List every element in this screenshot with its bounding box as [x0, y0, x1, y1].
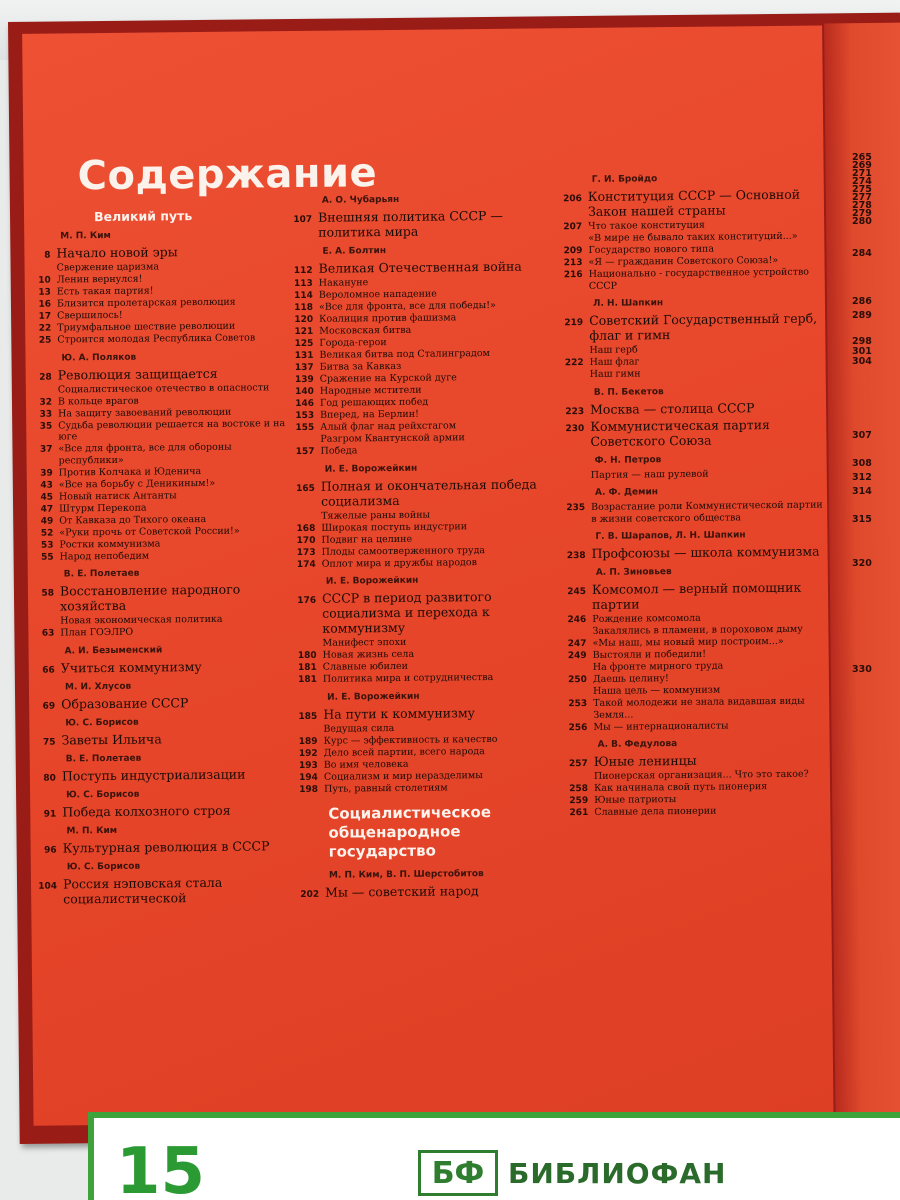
chapter-entry [28, 581, 290, 614]
page-number: 194 [299, 772, 318, 783]
page-number: 107 [293, 214, 313, 226]
chapter-entry [291, 704, 557, 722]
entry-title: Свержение царизма [56, 261, 160, 274]
entry-title: «Все на борьбу с Деникиным!» [58, 477, 216, 490]
chapter-entry [30, 802, 292, 820]
page-number: 139 [294, 374, 314, 386]
author-name: Г. И. Бройдо [591, 174, 658, 185]
chapter-entry [30, 766, 292, 784]
bibliofan-logo [418, 1150, 726, 1196]
page-number: 16 [38, 299, 52, 310]
page-number: 249 [567, 650, 587, 662]
entry-title: План ГОЭЛРО [60, 626, 134, 639]
chapter-entry [26, 365, 288, 383]
entry-title: Ростки коммунизма [59, 537, 161, 550]
chapter-entry [29, 658, 291, 676]
entry-title: Новый натиск Антанты [58, 489, 177, 502]
contents-column-1 [24, 203, 293, 908]
entry-title: Профсоюзы — школа коммунизма [591, 543, 820, 561]
subchapter-entry [288, 443, 554, 457]
author-name: М. П. Ким [60, 230, 111, 242]
entry-title: Разгром Квантунской армии [320, 432, 465, 445]
entry-title: Москва — столица СССР [590, 399, 755, 417]
entry-title: На фронте мирного труда [592, 660, 724, 673]
page-number: 219 [564, 317, 584, 329]
entry-title: Полная и окончательная победа социализма [320, 475, 537, 509]
entry-title: Близится пролетарская революция [56, 296, 236, 310]
entry-title: Закалялись в пламени, в пороховом дыму [592, 623, 803, 637]
page-number: 157 [295, 446, 315, 458]
section-heading: Великий путь [93, 208, 193, 225]
edge-page-number: 315 [852, 514, 872, 525]
entry-title: Выстояли и победили! [592, 648, 707, 661]
logo-text: БИБЛИОФАН [508, 1156, 727, 1190]
author-name: Л. Н. Шапкин [592, 298, 664, 309]
entry-title: Год решающих побед [319, 396, 429, 409]
entry-title: Начало новой эры [56, 244, 178, 261]
chapter-entry [29, 730, 291, 748]
edge-page-number: 286 [852, 296, 872, 307]
author-name: А. И. Безыменский [64, 644, 163, 656]
chapter-entry [556, 186, 826, 219]
page-number: 246 [567, 614, 587, 626]
entry-title: Курс — эффективность и качество [323, 733, 498, 747]
subchapter-entry [561, 719, 831, 733]
entry-title: Дело всей партии, всего народа [323, 745, 485, 759]
page-number: 49 [40, 516, 54, 527]
entry-title: Славные юбилеи [322, 660, 408, 673]
page-number: 140 [295, 386, 314, 398]
edge-page-number: 265 [852, 152, 872, 163]
subchapter-entry [25, 332, 287, 346]
subchapter-entry [26, 441, 288, 467]
subchapter-entry [290, 556, 556, 570]
page-number: 28 [39, 372, 52, 383]
edge-page-number: 269 [852, 160, 872, 171]
page-number: 125 [294, 338, 314, 350]
subchapter-entry [559, 499, 829, 525]
page-number: 193 [298, 760, 318, 771]
edge-page-number: 274 [852, 176, 872, 187]
entry-title: Учиться коммунизму [60, 658, 202, 675]
page-number: 22 [38, 323, 52, 334]
page-number: 39 [40, 468, 53, 479]
page-number: 245 [567, 586, 587, 598]
page-number: 238 [566, 550, 586, 562]
subchapter-entry [26, 418, 288, 444]
page-number: 247 [567, 638, 587, 650]
entry-title: Коалиция против фашизма [319, 312, 457, 325]
page-number: 223 [565, 406, 585, 417]
page-number: 253 [568, 698, 588, 710]
entry-title: Такой молодежи не знала видавшая виды Земля... [593, 695, 805, 721]
chapter-entry [29, 694, 291, 712]
page-number: 173 [296, 547, 316, 558]
entry-title: Во имя человека [323, 758, 409, 771]
edge-page-number: 278 [852, 200, 872, 211]
page-number: 181 [297, 662, 317, 673]
author-name: А. О. Чубарьян [321, 194, 400, 206]
page-number: 43 [40, 480, 53, 491]
page-number: 91 [43, 809, 57, 820]
page-number: 47 [40, 504, 54, 515]
page-number: 112 [293, 265, 313, 277]
page-number: 75 [42, 737, 56, 748]
subchapter-entry [28, 549, 290, 563]
page-number: 113 [293, 278, 313, 290]
entry-title: Даешь целину! [592, 673, 669, 685]
entry-title: Широкая поступь индустрии [321, 520, 468, 534]
entry-title: Города-герои [319, 337, 387, 349]
author-name: Ф. Н. Петров [594, 454, 662, 466]
page-number: 104 [38, 881, 58, 892]
page-number: 33 [39, 409, 53, 420]
page-number: 146 [295, 398, 315, 410]
entry-title: «Все для фронта, все для победы!» [318, 299, 496, 313]
edge-page-number: 308 [852, 458, 872, 469]
entry-title: Мы — интернационалисты [593, 719, 729, 733]
page-number: 202 [300, 889, 320, 900]
entry-title: Как начинала свой путь пионерия [594, 781, 768, 794]
page-number: 216 [563, 269, 583, 281]
book-cover [8, 13, 900, 1144]
page-number: 250 [568, 674, 587, 686]
entry-title: Мы — советский народ [325, 883, 479, 900]
page-number: 55 [41, 552, 54, 563]
entry-title: Штурм Перекопа [59, 502, 147, 514]
entry-title: Революция защищается [57, 365, 218, 382]
subchapter-entry [558, 366, 828, 380]
page-number: 66 [42, 665, 55, 676]
author-name: В. Е. Полетаев [65, 753, 142, 764]
edge-page-number: 312 [852, 472, 872, 483]
edge-page-number: 280 [852, 216, 872, 227]
section-heading: Социалистическое общенародное государство [328, 802, 492, 861]
page-number: 192 [298, 748, 318, 759]
chapter-entry [287, 258, 553, 276]
author-name: М. И. Хлусов [64, 681, 132, 692]
entry-title: Алый флаг над рейхстагом [320, 420, 457, 433]
entry-title: Социализм и мир неразделимы [323, 769, 483, 783]
chapter-entry [560, 579, 830, 612]
entry-title: Путь, равный столетиям [323, 781, 448, 795]
page-number: 153 [295, 410, 315, 422]
author-name: И. Е. Ворожейкин [327, 691, 420, 703]
page-number: 207 [563, 221, 583, 233]
page-number: 198 [299, 784, 319, 795]
chapter-entry [558, 399, 828, 417]
entry-title: «Я — гражданин Советского Союза!» [588, 254, 779, 268]
subchapter-entry [28, 625, 290, 639]
page-number: 168 [296, 523, 316, 534]
author-name: И. Е. Ворожейкин [325, 575, 419, 587]
entry-title: Триумфальное шествие революции [57, 320, 236, 334]
entry-title: Наша цель — коммунизм [592, 684, 721, 697]
entry-title: Образование СССР [61, 694, 189, 711]
chapter-entry [293, 882, 559, 900]
entry-title: Против Колчака и Юденича [58, 465, 202, 478]
author-name: В. П. Бекетов [593, 386, 664, 398]
entry-title: Судьба революции решается на востоке и на юге [58, 417, 286, 443]
page-number: 174 [296, 559, 316, 570]
edge-page-number: 330 [852, 664, 872, 675]
contents-column-3 [556, 165, 833, 819]
author-name: Ю. А. Поляков [61, 352, 137, 363]
page-number: 213 [563, 257, 583, 269]
page-number: 118 [294, 302, 314, 314]
entry-title: Сражение на Курской дуге [319, 372, 457, 385]
page-number: 58 [41, 588, 55, 599]
edge-page-number: 277 [852, 192, 872, 203]
entry-title: Великая Отечественная война [318, 258, 522, 276]
logo-mark: БФ [418, 1150, 498, 1196]
entry-title: От Кавказа до Тихого океана [59, 513, 207, 526]
page-number: 37 [39, 444, 53, 455]
page-number: 114 [294, 290, 313, 302]
page-number: 120 [294, 314, 314, 326]
entry-title: Накануне [318, 277, 369, 289]
edge-page-number: 301 [852, 346, 872, 357]
chapter-entry [558, 416, 828, 449]
entry-title: Подвиг на целине [321, 533, 413, 546]
page-number: 176 [297, 595, 317, 607]
page-number: 35 [39, 421, 53, 432]
entry-title: Новая жизнь села [322, 648, 415, 661]
subchapter-entry [291, 671, 557, 685]
entry-title: Поступь индустриализации [61, 766, 246, 783]
entry-title: Советский Государственный герб, флаг и гимн [589, 310, 818, 343]
entry-title: Культурная революция в СССР [62, 837, 270, 855]
entry-title: Свершилось! [57, 309, 123, 322]
entry-title: Государство нового типа [588, 243, 715, 256]
page-number: 13 [38, 287, 51, 298]
entry-title: Возрастание роли Коммунистической партии в жизни советского общества [591, 499, 823, 525]
page-number: 10 [38, 275, 51, 286]
page-title: Содержание [77, 150, 378, 200]
entry-title: Строится молодая Республика Советов [57, 332, 256, 346]
page-number: 8 [44, 250, 51, 261]
entry-title: СССР в период развитого социализма и перехода к коммунизму [321, 588, 492, 636]
entry-title: Социалистическое отечество в опасности [57, 381, 270, 395]
entry-title: Заветы Ильича [61, 730, 162, 747]
edge-page-number: 320 [852, 558, 872, 569]
entry-title: «Руки прочь от Советской России!» [59, 525, 240, 538]
entry-title: Великая битва под Сталинградом [319, 347, 490, 361]
author-name: Ю. С. Борисов [66, 789, 140, 800]
author-name: В. Е. Полетаев [63, 568, 140, 580]
author-name: М. П. Ким [66, 825, 118, 836]
page-number: 69 [42, 701, 56, 712]
page-number: 189 [298, 736, 318, 747]
edge-page-number: 279 [852, 208, 872, 219]
entry-title: Вероломное нападение [318, 288, 437, 301]
page-number: 17 [38, 311, 52, 322]
entry-title: Народ непобедим [59, 550, 150, 562]
entry-title: Пионерская организация... Что это такое? [593, 768, 809, 782]
entry-title: Россия нэповская стала социалистической [62, 874, 223, 906]
entry-title: Плоды самоотверженного труда [321, 544, 486, 558]
author-name: А. Ф. Демин [594, 487, 659, 498]
subchapter-entry [292, 781, 558, 795]
page-number: 258 [569, 783, 589, 795]
entry-title: Ведущая сила [323, 722, 395, 735]
author-name: Ю. С. Борисов [65, 717, 139, 728]
author-name: Г. В. Шарапов, Л. Н. Шапкин [595, 530, 746, 542]
sticker-number: 15 [116, 1135, 206, 1200]
author-name: Е. А. Болтин [322, 246, 387, 257]
entry-title: «Мы наш, мы новый мир построим...» [592, 635, 784, 649]
entry-title: Народные мстители [319, 384, 422, 397]
page-number: 209 [563, 245, 583, 257]
entry-title: Битва за Кавказ [319, 360, 402, 373]
edge-page-number: 307 [852, 430, 872, 441]
entry-title: Партия — наш рулевой [590, 468, 709, 481]
author-name: А. П. Зиновьев [595, 567, 672, 578]
entry-title: Коммунистическая партия Советского Союза [590, 416, 770, 449]
chapter-entry [562, 751, 832, 769]
entry-title: Тяжелые раны войны [321, 509, 431, 522]
entry-title: Что такое конституция [588, 219, 705, 232]
page-number: 206 [563, 194, 582, 205]
edge-page-number: 304 [852, 356, 872, 367]
chapter-entry [289, 476, 555, 509]
entry-title: Славные дела пионерии [594, 805, 717, 818]
page-number: 165 [296, 483, 315, 494]
entry-title: «Все для фронта, все для обороны республики» [58, 441, 232, 466]
page-number: 63 [41, 628, 55, 639]
chapter-entry [557, 310, 827, 343]
subchapter-entry [562, 804, 832, 818]
page-number: 96 [44, 845, 57, 856]
entry-title: Вперед, на Берлин! [320, 408, 419, 421]
entry-title: На защиту завоеваний революции [58, 406, 232, 419]
chapter-entry [290, 588, 556, 636]
entry-title: Ленин вернулся! [56, 273, 143, 286]
chapter-entry [31, 874, 293, 907]
page-number: 52 [40, 528, 54, 539]
entry-title: Наш гимн [589, 368, 641, 380]
chapter-entry [560, 543, 830, 561]
page-number: 235 [566, 502, 586, 514]
page-number: 131 [294, 350, 314, 362]
edge-page-number: 271 [852, 168, 872, 179]
entry-title: Рождение комсомола [592, 612, 701, 625]
page-number: 180 [297, 650, 317, 661]
entry-title: Восстановление народного хозяйства [59, 581, 241, 614]
entry-title: Юные ленинцы [593, 752, 697, 769]
chapter-entry [31, 838, 293, 856]
page-number: 257 [568, 758, 588, 770]
page-number: 181 [298, 674, 317, 685]
entry-title: Наш флаг [589, 356, 640, 368]
edge-page-number: 284 [852, 248, 872, 259]
entry-title: «В мире не бывало таких конституций...» [588, 230, 798, 244]
chapter-entry [24, 243, 286, 261]
page-number: 222 [564, 357, 584, 369]
entry-title: Московская битва [319, 324, 412, 337]
page-number: 230 [565, 423, 585, 434]
entry-title: Манифест эпохи [322, 636, 407, 649]
author-name: А. В. Федулова [597, 739, 678, 750]
author-name: И. Е. Ворожейкин [324, 463, 418, 475]
subchapter-entry [561, 695, 831, 721]
page-number: 137 [294, 362, 314, 374]
page-number: 259 [569, 795, 589, 807]
contents-page [22, 25, 833, 1125]
edge-page-number: 298 [852, 336, 872, 347]
entry-title: Победа [320, 445, 358, 457]
author-name: Ю. С. Борисов [66, 861, 141, 872]
edge-page-number: 289 [852, 310, 872, 321]
edge-page-number: 275 [852, 184, 872, 195]
entry-title: В кольце врагов [57, 395, 139, 407]
entry-title: Новая экономическая политика [60, 613, 223, 627]
author-name: М. П. Ким, В. П. Шерстобитов [328, 869, 484, 881]
page-number: 256 [568, 722, 588, 733]
edge-page-number: 314 [852, 486, 872, 497]
page-number: 80 [43, 773, 56, 784]
entry-title: Внешняя политика СССР — политика мира [317, 207, 503, 240]
page-number: 25 [38, 335, 52, 346]
page-number: 45 [40, 492, 54, 503]
page-number: 121 [294, 326, 314, 338]
entry-title: Наш герб [589, 344, 638, 356]
entry-title: Комсомол — верный помощник партии [591, 579, 802, 612]
entry-title: Конституция СССР — Основной Закон нашей страны [587, 186, 801, 219]
entry-title: Юные патриоты [594, 794, 677, 806]
page-number: 185 [298, 711, 318, 722]
entry-title: Национально - государственное устройство СССР [588, 266, 810, 292]
entry-title: Есть такая партия! [56, 285, 154, 298]
entry-title: Политика мира и сотрудничества [322, 671, 494, 685]
page-number: 170 [296, 535, 316, 546]
entry-title: На пути к коммунизму [323, 704, 476, 722]
page-number: 155 [295, 422, 315, 434]
entry-title: Победа колхозного строя [62, 802, 231, 819]
entry-title: Оплот мира и дружбы народов [321, 556, 478, 570]
page-number: 32 [39, 397, 53, 408]
subchapter-entry [557, 266, 827, 292]
subchapter-entry [559, 467, 829, 481]
contents-column-2 [286, 186, 559, 902]
page-number: 261 [569, 807, 589, 819]
page-number: 53 [40, 540, 54, 551]
chapter-entry [286, 207, 552, 240]
